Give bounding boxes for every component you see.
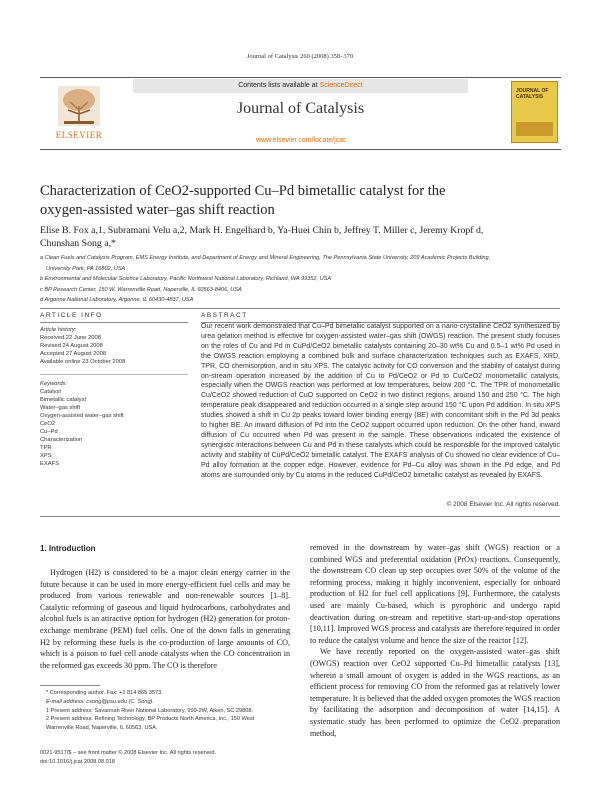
keyword: Cu–Pd <box>40 429 58 435</box>
keyword: CeO2 <box>40 421 56 427</box>
paragraph: removed in the downstream by water–gas shift (WGS) reaction or a combined WGS and preferential oxidation (PrOx) reactions. Consequently, the downstream CO clean up step occupies over 50% of the volume of the reforming process, making it highly inconvenient, especially for onboard production of H2 for fuel cell applications [9]. Furthermore, the catalysts used are mainly Cu-based, which is pyrophoric and undergo rapid deactivation during on-stream and repetitive start-up-and-stop operations [10,11]. Improved WGS process and catalysts are therefore required in order to reduce the catalyst volume and hence the size of the reactor [12]. <box>310 543 560 645</box>
journal-cover <box>511 81 558 143</box>
cover-title: JOURNAL OF CATALYSIS <box>516 88 549 100</box>
footnotes <box>40 689 290 733</box>
doi[interactable]: doi:10.1016/j.jcat.2008.08.018 <box>40 758 115 765</box>
divider <box>40 322 188 323</box>
article-history <box>40 326 190 366</box>
history-item: Received 22 June 2008 <box>40 335 101 341</box>
sciencedirect-link[interactable]: ScienceDirect <box>319 82 363 89</box>
affiliation: University Park, PA 16802, USA <box>46 265 126 272</box>
keyword: Catalyst <box>40 389 61 395</box>
footnote[interactable]: E-mail address: csong@psu.edu (C. Song). <box>46 698 154 705</box>
footnote: 1 Present address: Savannah River National Laboratory, 999-2W, Aiken, SC 29808. <box>46 707 253 714</box>
intro-column-2 <box>310 542 560 739</box>
footnote-divider <box>40 685 100 686</box>
elsevier-logo <box>44 84 114 144</box>
issn: 0021-9517/$ – see front matter © 2008 Elsevier Inc. All rights reserved. <box>40 750 217 756</box>
journal-title: Journal of Catalysis <box>236 100 365 117</box>
cover-stripe <box>516 122 553 136</box>
authors-line-2: Chunshan Song a,* <box>40 238 116 249</box>
history-item: Accepted 27 August 2008 <box>40 351 107 357</box>
footnote: 2 Present address: Refining Technology, BP Products North America, Inc., 150 West <box>46 716 255 723</box>
contents-prefix: Contents lists available at <box>238 82 320 89</box>
affiliation: c BP Research Center, 150 W. Warrenville Road, Naperville, IL 60563-8406, USA <box>40 286 242 293</box>
affiliation: d Argonne National Laboratory, Argonne, IL 60430-4837, USA <box>40 297 194 303</box>
keyword: XPS <box>40 453 52 459</box>
affiliation: a Clean Fuels and Catalysis Program, EMS Energy Institute, and Department of Energy and Mineral Engineering, The Pennsylvania State University, 209 Academic Projects Building, <box>40 255 491 261</box>
divider <box>40 374 188 375</box>
authors-line-1: Elise B. Fox a,1, Subramani Velu a,2, Mark H. Engelhard b, Ya-Huei Chin b, Jeffrey T. Miller c, Jeremy Kropf d, <box>40 225 484 236</box>
keyword: Characterization <box>40 437 83 443</box>
keyword: TPR <box>40 445 52 451</box>
keyword: Water–gas shift <box>40 405 81 411</box>
author-list <box>40 224 560 250</box>
front-matter <box>40 749 290 767</box>
footnote: * Corresponding author. Fax: +1 814 865 3573. <box>46 690 163 696</box>
section-heading: 1. Introduction <box>40 544 96 553</box>
journal-citation: Journal of Catalysis 260 (2008) 358–370 <box>246 53 354 60</box>
affiliations <box>40 253 560 306</box>
publisher-name: ELSEVIER <box>55 130 103 140</box>
keyword: EXAFS <box>40 461 60 467</box>
paragraph: Hydrogen (H2) is considered to be a major clean energy carrier in the future because it can be used in more energy-efficient fuel cells and may be produced from various renewable and non-renewable sources [1–8]. Catalytic reforming of gaseous and liquid hydrocarbons, carbohydrates and alcohol fuels is an attractive option for hydrogen (H2) generation for proton-exchange membrane (PEM) fuel cells. One of the down falls in generating H2 by reforming these fuels is the co-production of large amounts of CO, which is a poison to fuel cell anode catalysts when the CO concentration in the reformed gas exceeds 30 ppm. The CO is therefore <box>40 568 290 670</box>
keyword: Oxygen-assisted water–gas shift <box>40 413 124 419</box>
title-line-2: oxygen-assisted water–gas shift reaction <box>40 202 275 218</box>
journal-url[interactable]: www.elsevier.com/locate/jcat <box>255 137 346 144</box>
article-title <box>40 182 560 220</box>
abstract-heading: ABSTRACT <box>201 312 248 319</box>
divider <box>40 308 560 309</box>
history-label: Article history: <box>40 327 77 333</box>
copyright: © 2008 Elsevier Inc. All rights reserved. <box>446 501 560 508</box>
divider <box>40 516 560 517</box>
history-item: Available online 23 October 2008 <box>40 359 126 365</box>
title-line-1: Characterization of CeO2-supported Cu–Pd bimetallic catalyst for the <box>40 183 446 199</box>
abstract-text: Our recent work demonstrated that Cu–Pd bimetallic catalyst supported on a nano-crystalline CeO2 synthesized by urea gelation method is effective for oxygen-assisted water–gas shift (OWGS) reaction. The present study focuses on the roles of Cu and Pd in CuPd/CeO2 bimetallic catalysts containing 20–30 wt% Cu and 0.5–1 wt% Pd used in the OWGS reaction employing a combined bulk and surface characterization techniques such as EXAFS, XRD, TPR, CO chemisorption, and in situ XPS. The catalytic activity for CO conversion and the stability of catalyst during on-stream operation increased by the addition of Cu to Pd/CeO2 or Pd to Cu/CeO2 monometallic catalysts, especially when the OWGS reaction was performed at low temperatures, below 200 °C. The TPR of monometallic Cu/CeO2 showed reduction of CuO supported on CeO2 in two distinct regions, around 150 and 250 °C. The high temperature peak disappeared and reduction occurred in a single step around 150 °C upon Pd addition. In situ XPS studies showed a shift in Cu 2p peaks toward lower binding energy (BE) with concomitant shift in the Pd 3d peaks to higher BE. An inward diffusion of Pd into the CeO2 support occurred upon reduction. On the other hand, inward diffusion of Cu occurred when Pd was present in the sample. These observations indicated the existence of synergistic interactions between Cu and Pd in these catalysts which could be responsible for the improved catalytic activity and stability of CuPd/CeO2 bimetallic catalyst. The EXAFS analysis of Cu showed no clear evidence of Cu–Pd alloy formation at the copper edge. However, evidence for Pd–Cu alloy was shown in the Pd edge, and Pd atoms are surrounded only by Cu atoms in the reduced CuPd/CeO2 bimetallic catalyst as revealed by EXAFS. <box>201 323 560 479</box>
paragraph: We have recently reported on the oxygen-assisted water–gas shift (OWGS) reaction over CeO2 supported Cu–Pd bimetallic catalysts [13], wherein a small amount of oxygen is added in the WGS reactions, as an efficient process for removing CO from the reformed gas at relatively lower temperature. It is believed that the added oxygen promotes the WGS reaction by facilitating the adsorption and decomposition of water [14,15]. A systematic study has been performed to optimize the CeO2 preparation method, <box>310 647 560 738</box>
keywords <box>40 380 190 468</box>
contents-bar <box>133 79 468 93</box>
footnote: Warrenville Road, Naperville, IL 60563, USA. <box>46 725 158 732</box>
article-info-heading: ARTICLE INFO <box>40 312 103 319</box>
keywords-label: Keywords: <box>40 381 68 387</box>
affiliation: b Environmental and Molecular Science Laboratory, Pacific Northwest National Laboratory, Richland, WA 99352, USA <box>40 276 332 282</box>
history-item: Revised 24 August 2008 <box>40 343 103 349</box>
keyword: Bimetallic catalyst <box>40 397 87 403</box>
intro-column-1 <box>40 567 290 671</box>
